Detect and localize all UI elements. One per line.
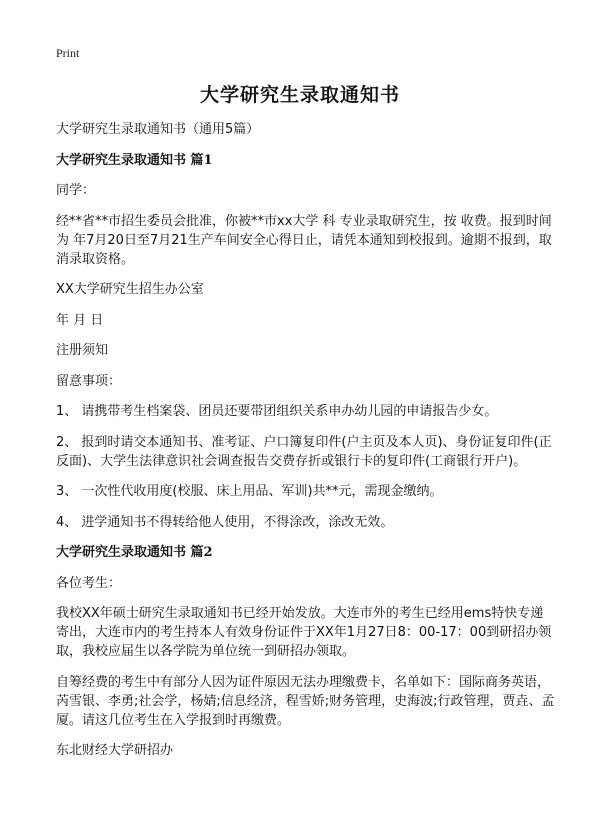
body-paragraph: XX大学研究生招生办公室 xyxy=(56,282,204,297)
body-paragraph: 大学研究生录取通知书（通用5篇） xyxy=(56,122,260,137)
body-paragraph: 经**省**市招生委员会批准，你被**市xx大学 科 专业录取研究生，按 收费。报到时间为 年7月20日至7月21生产车间安全心得日止，请凭本通知到校报到。逾期不报到，取消录取资格。 xyxy=(56,213,552,267)
body-paragraph: 各位考生： xyxy=(56,575,122,591)
body-paragraph: 我校XX年硕士研究生录取通知书已经开始发放。大连市外的考生已经用ems特快专递寄出，大连市内的考生持本人有效身份证件于XX年1月27日8：00-17：00到研招办领取，我校应届生以各学院为单位统一到研招办领取。 xyxy=(56,606,552,659)
body-paragraph: 自筹经费的考生中有部分人因为证件原因无法办理缴费卡，名单如下：国际商务英语，芮雪银、李勇;社会学，杨婧;信息经济，程雪娇;财务管理，史海波;行政管理，贾垚、孟厦。请这几位考生在入学报到时再缴费。 xyxy=(56,674,555,728)
body-paragraph: 3、 一次性代收用度(校服、床上用品、军训)共**元，需现金缴纳。 xyxy=(56,484,443,499)
body-paragraph: 4、 进学通知书不得转给他人使用，不得涂改，涂改无效。 xyxy=(56,514,394,530)
body-paragraph: 东北财经大学研招办 xyxy=(56,743,174,758)
body-paragraph: 注册须知 xyxy=(56,343,109,358)
document-title: 大学研究生录取通知书 xyxy=(199,84,400,106)
body-paragraph: 2、 报到时请交本通知书、准考证、户口簿复印件(户主页及本人页)、身份证复印件(正反面)、大学生法律意识社会调查报告交费存折或银行卡的复印件(工商银行开户)。 xyxy=(56,434,552,469)
section-heading: 大学研究生录取通知书 篇2 xyxy=(56,545,213,560)
body-paragraph: 留意事项： xyxy=(56,373,122,389)
document-body xyxy=(56,120,556,772)
section-heading: 大学研究生录取通知书 篇1 xyxy=(56,152,213,168)
body-paragraph: 同学： xyxy=(56,183,96,198)
body-paragraph: 1、 请携带考生档案袋、团员还要带团组织关系申办幼儿园的申请报告少女。 xyxy=(56,404,498,419)
body-paragraph: 年 月 日 xyxy=(56,312,104,328)
print-label: Print xyxy=(56,46,80,60)
